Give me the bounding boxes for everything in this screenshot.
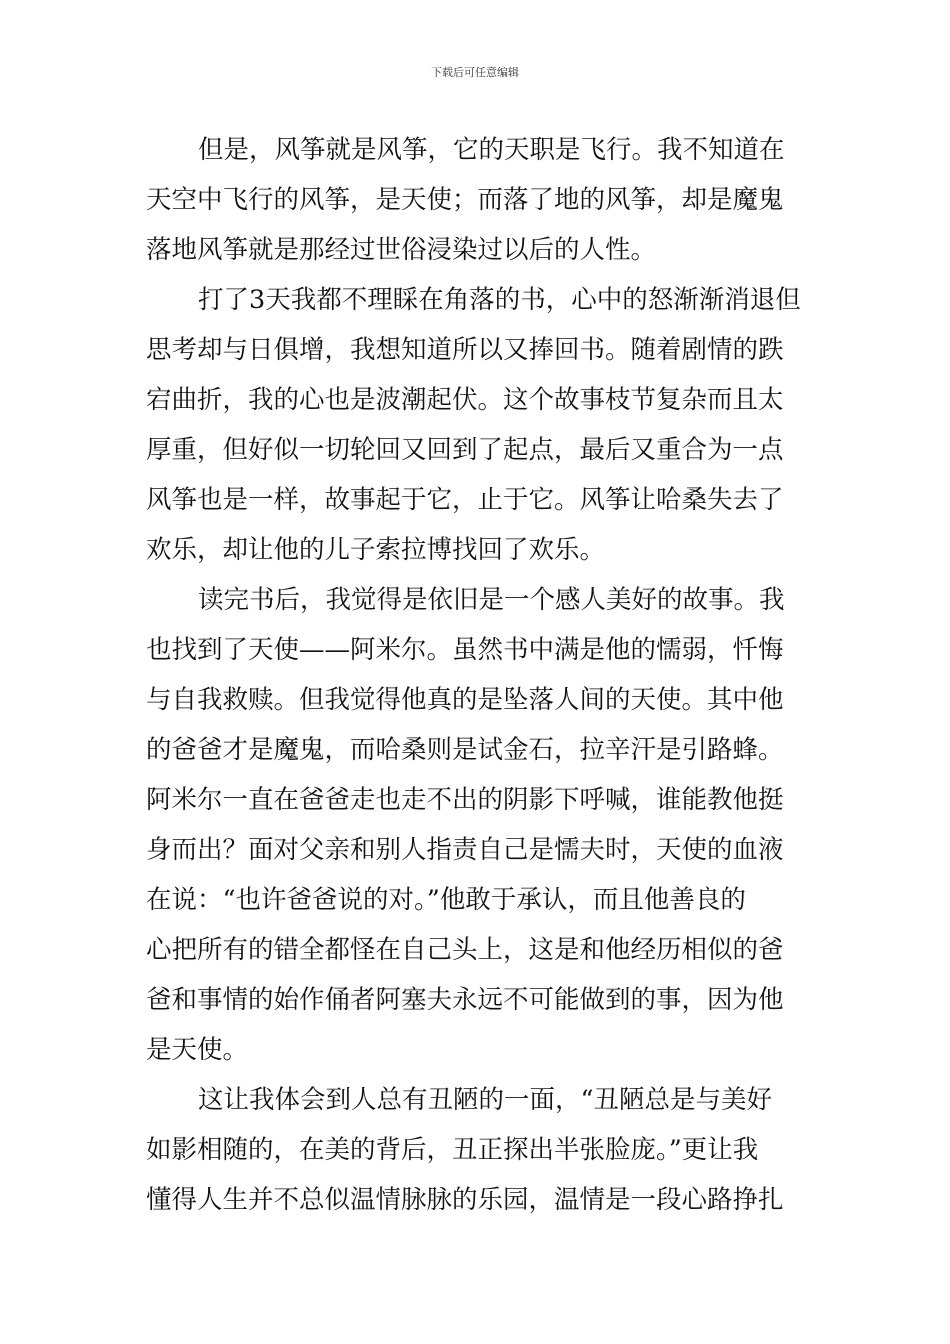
paragraph-3-line-1: 读完书后，我觉得是依旧是一个感人美好的故事。我 [198,585,785,615]
paragraph-4-line-2: 如影相随的，在美的背后，丑正探出半张脸庞。”更让我 [146,1135,759,1165]
paragraph-1-line-2: 天空中飞行的风筝，是天使；而落了地的风筝，却是魔鬼 [146,185,784,215]
paragraph-1-line-3: 落地风筝就是那经过世俗浸染过以后的人性。 [146,235,657,265]
paragraph-3-line-3: 与自我救赎。但我觉得他真的是坠落人间的天使。其中他 [146,685,784,715]
paragraph-2-line-1: 打了3天我都不理睬在角落的书，心中的怒渐渐消退但 [198,285,801,315]
paragraph-4-line-3: 懂得人生并不总似温情脉脉的乐园，温情是一段心路挣扎 [146,1185,784,1215]
header-note: 下载后可任意编辑 [431,66,519,79]
paragraph-3-line-7: 在说：“也许爸爸说的对。”他敢于承认，而且他善良的 [146,885,746,915]
paragraph-3-line-5: 阿米尔一直在爸爸走也走不出的阴影下呼喊，谁能教他挺 [146,785,784,815]
paragraph-1-line-1: 但是，风筝就是风筝，它的天职是飞行。我不知道在 [198,135,785,165]
paragraph-3-line-4: 的爸爸才是魔鬼，而哈桑则是试金石，拉辛汗是引路蜂。 [146,735,784,765]
paragraph-2-line-4: 厚重，但好似一切轮回又回到了起点，最后又重合为一点 [146,435,784,465]
paragraph-3-line-10: 是天使。 [146,1035,249,1065]
paragraph-3-line-6: 身而出？面对父亲和别人指责自己是懦夫时，天使的血液 [146,835,784,865]
paragraph-3-line-8: 心把所有的错全都怪在自己头上，这是和他经历相似的爸 [146,935,784,965]
paragraph-2-line-3: 宕曲折，我的心也是波潮起伏。这个故事枝节复杂而且太 [146,385,784,415]
paragraph-4-line-1: 这让我体会到人总有丑陋的一面，“丑陋总是与美好 [198,1085,773,1115]
paragraph-2-line-6: 欢乐，却让他的儿子索拉博找回了欢乐。 [146,535,606,565]
paragraph-2-line-2: 思考却与日俱增，我想知道所以又捧回书。随着剧情的跌 [146,335,784,365]
paragraph-3-line-2: 也找到了天使——阿米尔。虽然书中满是他的懦弱，忏悔 [146,635,784,665]
paragraph-3-line-9: 爸和事情的始作俑者阿塞夫永远不可能做到的事，因为他 [146,985,784,1015]
paragraph-2-line-5: 风筝也是一样，故事起于它，止于它。风筝让哈桑失去了 [146,485,784,515]
